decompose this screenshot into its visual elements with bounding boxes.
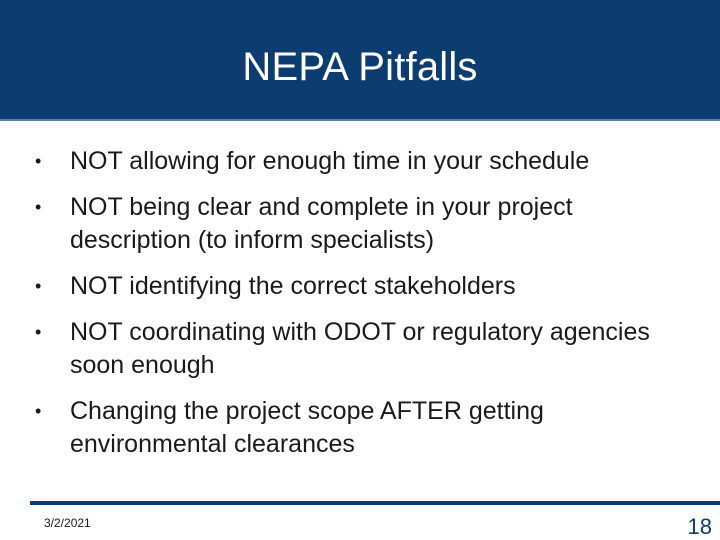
- title-underline: [0, 119, 720, 121]
- bullet-item: [30, 270, 690, 303]
- bullet-text: NOT allowing for enough time in your schedule: [70, 147, 590, 175]
- title-bar: [0, 0, 720, 121]
- bullet-dot: •: [35, 401, 42, 421]
- page-number: 18: [687, 514, 712, 539]
- bullet-item: [30, 191, 690, 257]
- bullet-text: NOT being clear and complete in your project description (to inform specialists): [70, 193, 573, 254]
- bullet-dot: •: [35, 276, 42, 296]
- bullet-list: [30, 145, 690, 474]
- bullet-dot: •: [35, 197, 42, 217]
- bullet-dot: •: [35, 151, 42, 171]
- footer-date: 3/2/2021: [44, 516, 91, 530]
- slide-title: NEPA Pitfalls: [242, 45, 478, 89]
- bullet-text: Changing the project scope AFTER getting environmental clearances: [70, 397, 544, 458]
- bullet-item: [30, 395, 690, 461]
- bullet-item: [30, 145, 690, 178]
- footer-divider: [30, 501, 720, 505]
- bullet-text: NOT coordinating with ODOT or regulatory agencies soon enough: [70, 318, 650, 379]
- bullet-dot: •: [35, 322, 42, 342]
- bullet-text: NOT identifying the correct stakeholders: [70, 272, 516, 300]
- bullet-item: [30, 316, 690, 382]
